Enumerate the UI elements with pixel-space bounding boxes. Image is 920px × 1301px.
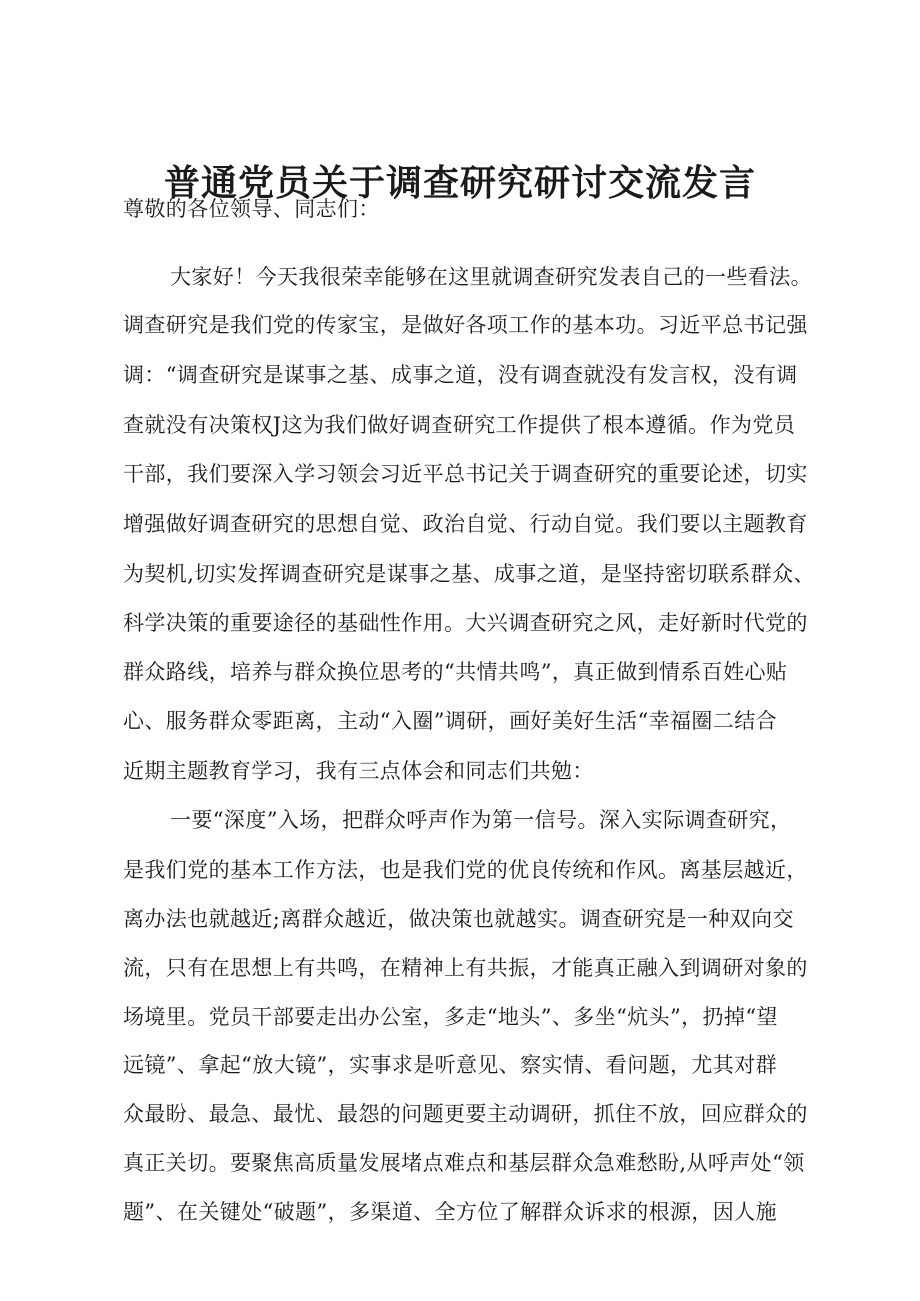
body-line: 大家好！今天我很荣幸能够在这里就调查研究发表自己的一些看法。 [170,265,812,289]
body-line: 题”、在关键处“破题”，多渠道、全方位了解群众诉求的根源，因人施 [123,1200,778,1224]
body-line: 近期主题教育学习，我有三点体会和同志们共勉： [123,759,594,783]
body-line: 一要“深度”入场，把群众呼声作为第一信号。深入实际调查研究， [170,808,792,832]
body-line: 流，只有在思想上有共鸣，在精神上有共振，才能真正融入到调研对象的 [123,956,808,980]
body-line: 场境里。党员干部要走出办公室，多走“地头”、多坐“炕头”，扔掉“望 [123,1005,778,1029]
body-line: 调查研究是我们党的传家宝，是做好各项工作的基本功。习近平总书记强 [123,313,808,337]
body-line: 查就没有决策权J这为我们做好调查研究工作提供了根本遵循。作为党员 [123,413,796,437]
body-line: 科学决策的重要途径的基础性作用。大兴调查研究之风，走好新时代党的 [123,611,808,635]
body-line: 心、服务群众零距离，主动“入圈”调研，画好美好生活“幸福圈二结合 [123,709,778,733]
body-line: 真正关切。要聚焦高质量发展堵点难点和基层群众急难愁盼,从呼声处“领 [123,1151,805,1175]
body-line: 离办法也就越近;离群众越近，做决策也就越实。调查研究是一种双向交 [123,907,794,931]
body-line: 增强做好调查研究的思想自觉、政治自觉、行动自觉。我们要以主题教育 [123,512,808,536]
body-line: 调：“调查研究是谋事之基、成事之道，没有调查就没有发言权，没有调 [123,363,798,387]
body-line: 众最盼、最急、最忧、最怨的问题更要主动调研，抓住不放，回应群众的 [123,1102,808,1126]
salutation: 尊敬的各位领导、同志们： [123,197,380,221]
body-line: 是我们党的基本工作方法，也是我们党的优良传统和作风。离基层越近， [123,858,808,882]
body-line: 远镜”、拿起“放大镜”，实事求是听意见、察实情、看问题，尤其对群 [123,1053,778,1077]
body-line: 群众路线，培养与群众换位思考的“共情共鸣”，真正做到情系百姓心贴 [123,660,788,684]
document-title: 普通党员关于调查研究研讨交流发言 [163,163,756,204]
body-line: 干部，我们要深入学习领会习近平总书记关于调查研究的重要论述，切实 [123,462,808,486]
body-line: 为契机,切实发挥调查研究是谋事之基、成事之道，是坚持密切联系群众、 [123,562,815,586]
